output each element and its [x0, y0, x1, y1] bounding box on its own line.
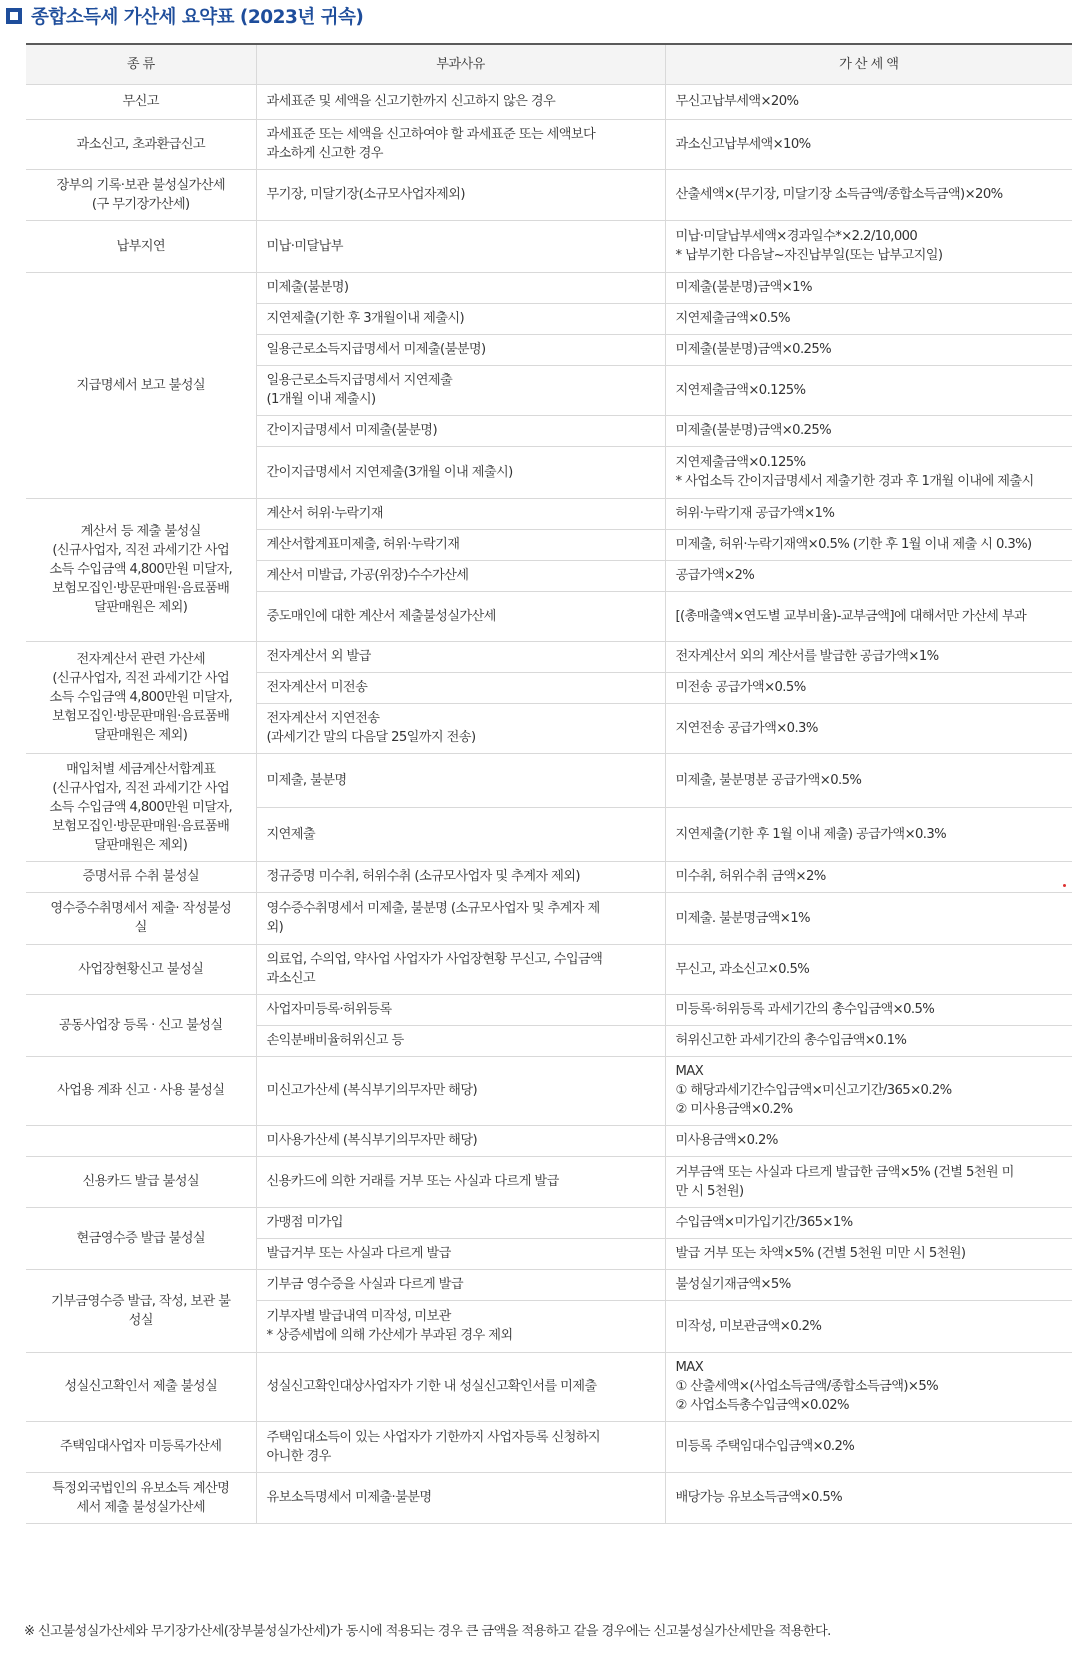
amount-cell: 미제출. 불분명금액×1%: [665, 892, 1072, 944]
table-body: [26, 84, 1072, 1523]
reason-cell: 전자계산서 외 발급: [256, 641, 665, 672]
reason-cell: 사업자미등록·허위등록: [256, 994, 665, 1025]
table-row: [26, 1421, 1072, 1472]
amount-cell: 미등록·허위등록 과세기간의 총수입금액×0.5%: [665, 994, 1072, 1025]
table-row: [26, 1352, 1072, 1421]
page-title-text: 종합소득세 가산세 요약표 (2023년 귀속): [31, 7, 364, 28]
amount-cell: 미제출(불분명)금액×1%: [665, 272, 1072, 303]
footnote: ※ 신고불성실가산세와 무기장가산세(장부불성실가산세)가 동시에 적용되는 경우 큰 금액을 적용하고 같을 경우에는 신고불성실가산세만을 적용한다.: [24, 1624, 831, 1639]
amount-cell: 지연제출금액×0.5%: [665, 303, 1072, 334]
amount-cell: 지연제출금액×0.125%: [665, 365, 1072, 415]
page-title: [6, 2, 363, 30]
category-cell: [26, 1125, 256, 1156]
table-row: [26, 1056, 1072, 1125]
category-cell: 주택임대사업자 미등록가산세: [26, 1421, 256, 1472]
amount-cell: 무신고, 과소신고×0.5%: [665, 944, 1072, 994]
category-cell: 영수증수취명세서 제출· 작성불성 실: [26, 892, 256, 944]
amount-cell: [(총매출액×연도별 교부비율)-교부금액]에 대해서만 가산세 부과: [665, 591, 1072, 641]
reason-cell: 계산서합계표미제출, 허위·누락기재: [256, 529, 665, 560]
amount-cell: 과소신고납부세액×10%: [665, 119, 1072, 169]
amount-cell: 미납·미달납부세액×경과일수*×2.2/10,000 * 납부기한 다음날~자진납부일(또는 납부고지일): [665, 220, 1072, 272]
reason-cell: 영수증수취명세서 미제출, 불분명 (소규모사업자 및 추계자 제 외): [256, 892, 665, 944]
category-cell: 지급명세서 보고 불성실: [26, 272, 256, 498]
reason-cell: 미제출(불분명): [256, 272, 665, 303]
amount-cell: 무신고납부세액×20%: [665, 84, 1072, 119]
amount-cell: MAX ① 해당과세기간수입금액×미신고기간/365×0.2% ② 미사용금액×0.2%: [665, 1056, 1072, 1125]
category-cell: 계산서 등 제출 불성실 (신규사업자, 직전 과세기간 사업 소득 수입금액 4,800만원 미달자, 보험모집인·방문판매원·음료품배 달판매원은 제외): [26, 498, 256, 641]
reason-cell: 미사용가산세 (복식부기의무자만 해당): [256, 1125, 665, 1156]
reason-cell: 과세표준 및 세액을 신고기한까지 신고하지 않은 경우: [256, 84, 665, 119]
table-row: [26, 1125, 1072, 1156]
reason-cell: 계산서 미발급, 가공(위장)수수가산세: [256, 560, 665, 591]
table-row: [26, 84, 1072, 119]
reason-cell: 발급거부 또는 사실과 다르게 발급: [256, 1238, 665, 1269]
reason-cell: 전자계산서 미전송: [256, 672, 665, 703]
amount-cell: 산출세액×(무기장, 미달기장 소득금액/종합소득금액)×20%: [665, 169, 1072, 220]
amount-cell: 지연제출(기한 후 1월 이내 제출) 공급가액×0.3%: [665, 807, 1072, 861]
reason-cell: 기부자별 발급내역 미작성, 미보관 * 상증세법에 의해 가산세가 부과된 경우 제외: [256, 1300, 665, 1352]
category-cell: 사업장현황신고 불성실: [26, 944, 256, 994]
category-cell: 무신고: [26, 84, 256, 119]
amount-cell: 지연전송 공급가액×0.3%: [665, 703, 1072, 753]
amount-cell: 공급가액×2%: [665, 560, 1072, 591]
table-row: [26, 498, 1072, 529]
table-row: [26, 169, 1072, 220]
reason-cell: 간이지급명세서 미제출(불분명): [256, 415, 665, 446]
reason-cell: 정규증명 미수취, 허위수취 (소규모사업자 및 추계자 제외): [256, 861, 665, 892]
table-row: [26, 119, 1072, 169]
header-amount: 가 산 세 액: [665, 44, 1072, 84]
reason-cell: 주택임대소득이 있는 사업자가 기한까지 사업자등록 신청하지 아니한 경우: [256, 1421, 665, 1472]
amount-cell: 미수취, 허위수취 금액×2%: [665, 861, 1072, 892]
table-row: [26, 753, 1072, 807]
square-bullet-icon: [6, 8, 22, 24]
header-reason: 부과사유: [256, 44, 665, 84]
amount-cell: 불성실기재금액×5%: [665, 1269, 1072, 1300]
reason-cell: 전자계산서 지연전송 (과세기간 말의 다음달 25일까지 전송): [256, 703, 665, 753]
table-row: [26, 1269, 1072, 1300]
reason-cell: 무기장, 미달기장(소규모사업자제외): [256, 169, 665, 220]
amount-cell: 전자계산서 외의 계산서를 발급한 공급가액×1%: [665, 641, 1072, 672]
amount-cell: 미제출(불분명)금액×0.25%: [665, 415, 1072, 446]
table-row: [26, 994, 1072, 1025]
reason-cell: 과세표준 또는 세액을 신고하여야 할 과세표준 또는 세액보다 과소하게 신고한 경우: [256, 119, 665, 169]
category-cell: 기부금영수증 발급, 작성, 보관 불 성실: [26, 1269, 256, 1352]
category-cell: 특정외국법인의 유보소득 계산명 세서 제출 불성실가산세: [26, 1472, 256, 1523]
category-cell: 납부지연: [26, 220, 256, 272]
amount-cell: 배당가능 유보소득금액×0.5%: [665, 1472, 1072, 1523]
amount-cell: 미사용금액×0.2%: [665, 1125, 1072, 1156]
reason-cell: 성실신고확인대상사업자가 기한 내 성실신고확인서를 미제출: [256, 1352, 665, 1421]
amount-cell: 거부금액 또는 사실과 다르게 발급한 금액×5% (건별 5천원 미 만 시 5천원): [665, 1156, 1072, 1207]
category-cell: 증명서류 수취 불성실: [26, 861, 256, 892]
amount-cell: 지연제출금액×0.125% * 사업소득 간이지급명세서 제출기한 경과 후 1개월 이내에 제출시: [665, 446, 1072, 498]
category-cell: 공동사업장 등록 · 신고 불성실: [26, 994, 256, 1056]
table-row: [26, 1156, 1072, 1207]
category-cell: 성실신고확인서 제출 불성실: [26, 1352, 256, 1421]
reason-cell: 간이지급명세서 지연제출(3개월 이내 제출시): [256, 446, 665, 498]
category-cell: 장부의 기록·보관 불성실가산세 (구 무기장가산세): [26, 169, 256, 220]
reason-cell: 일용근로소득지급명세서 미제출(불분명): [256, 334, 665, 365]
red-dot-mark: [1063, 884, 1066, 887]
reason-cell: 미신고가산세 (복식부기의무자만 해당): [256, 1056, 665, 1125]
table-header-row: [26, 44, 1072, 84]
amount-cell: 허위신고한 과세기간의 총수입금액×0.1%: [665, 1025, 1072, 1056]
reason-cell: 일용근로소득지급명세서 지연제출 (1개월 이내 제출시): [256, 365, 665, 415]
amount-cell: 미작성, 미보관금액×0.2%: [665, 1300, 1072, 1352]
penalty-summary-table: [26, 43, 1072, 1524]
reason-cell: 계산서 허위·누락기재: [256, 498, 665, 529]
reason-cell: 가맹점 미가입: [256, 1207, 665, 1238]
category-cell: 신용카드 발급 불성실: [26, 1156, 256, 1207]
amount-cell: 미등록 주택임대수입금액×0.2%: [665, 1421, 1072, 1472]
amount-cell: 미제출(불분명)금액×0.25%: [665, 334, 1072, 365]
table-row: [26, 861, 1072, 892]
category-cell: 매입처별 세금계산서합계표 (신규사업자, 직전 과세기간 사업 소득 수입금액 4,800만원 미달자, 보험모집인·방문판매원·음료품배 달판매원은 제외): [26, 753, 256, 861]
amount-cell: 미제출, 불분명분 공급가액×0.5%: [665, 753, 1072, 807]
table-row: [26, 1472, 1072, 1523]
table-row: [26, 220, 1072, 272]
table-row: [26, 892, 1072, 944]
amount-cell: MAX ① 산출세액×(사업소득금액/종합소득금액)×5% ② 사업소득총수입금액×0.02%: [665, 1352, 1072, 1421]
reason-cell: 미제출, 불분명: [256, 753, 665, 807]
reason-cell: 손익분배비율허위신고 등: [256, 1025, 665, 1056]
category-cell: 과소신고, 초과환급신고: [26, 119, 256, 169]
reason-cell: 중도매인에 대한 계산서 제출불성실가산세: [256, 591, 665, 641]
table-row: [26, 1207, 1072, 1238]
reason-cell: 의료업, 수의업, 약사업 사업자가 사업장현황 무신고, 수입금액 과소신고: [256, 944, 665, 994]
reason-cell: 지연제출(기한 후 3개월이내 제출시): [256, 303, 665, 334]
header-category: 종 류: [26, 44, 256, 84]
reason-cell: 기부금 영수증을 사실과 다르게 발급: [256, 1269, 665, 1300]
table-row: [26, 944, 1072, 994]
table-row: [26, 272, 1072, 303]
amount-cell: 허위·누락기재 공급가액×1%: [665, 498, 1072, 529]
reason-cell: 지연제출: [256, 807, 665, 861]
amount-cell: 발급 거부 또는 차액×5% (건별 5천원 미만 시 5천원): [665, 1238, 1072, 1269]
reason-cell: 미납·미달납부: [256, 220, 665, 272]
amount-cell: 수입금액×미가입기간/365×1%: [665, 1207, 1072, 1238]
reason-cell: 신용카드에 의한 거래를 거부 또는 사실과 다르게 발급: [256, 1156, 665, 1207]
amount-cell: 미제출, 허위·누락기재액×0.5% (기한 후 1월 이내 제출 시 0.3%): [665, 529, 1072, 560]
category-cell: 현금영수증 발급 불성실: [26, 1207, 256, 1269]
table-row: [26, 641, 1072, 672]
category-cell: 전자계산서 관련 가산세 (신규사업자, 직전 과세기간 사업 소득 수입금액 4,800만원 미달자, 보험모집인·방문판매원·음료품배 달판매원은 제외): [26, 641, 256, 753]
reason-cell: 유보소득명세서 미제출·불분명: [256, 1472, 665, 1523]
category-cell: 사업용 계좌 신고 · 사용 불성실: [26, 1056, 256, 1125]
amount-cell: 미전송 공급가액×0.5%: [665, 672, 1072, 703]
